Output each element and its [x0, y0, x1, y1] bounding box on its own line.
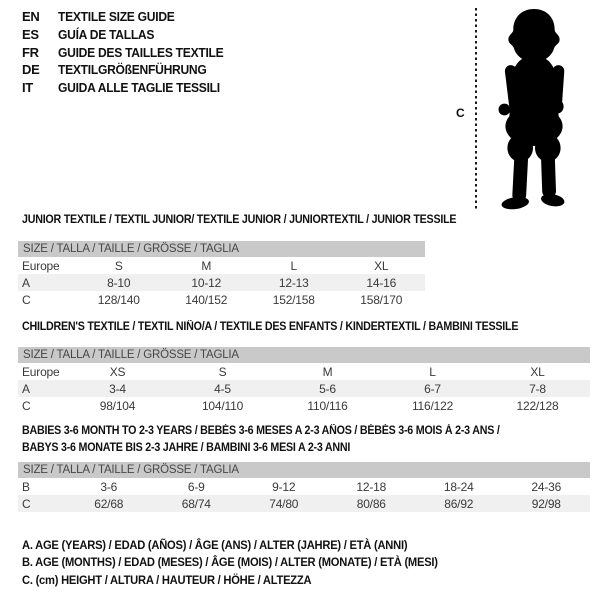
cell: 6-7	[424, 381, 441, 396]
table-row-columns	[18, 257, 425, 274]
column-header: L	[429, 364, 436, 379]
cell: 10-12	[191, 275, 222, 290]
height-measure-label: C	[456, 106, 465, 120]
cell: 14-16	[366, 275, 397, 290]
cell: 92/98	[531, 496, 561, 511]
children-section-title	[22, 319, 556, 336]
cell: 6-9	[187, 479, 205, 494]
height-measure-dashed-line	[475, 8, 477, 209]
babies-section-title	[22, 423, 536, 457]
cell: 62/68	[94, 496, 124, 511]
cell: 140/152	[185, 292, 228, 307]
cell: 152/158	[272, 292, 315, 307]
region-label: Europe	[22, 364, 60, 379]
language-row-en	[22, 8, 236, 26]
cell: 3-6	[100, 479, 118, 494]
babies-size-table	[18, 462, 590, 512]
language-title-list	[22, 8, 236, 96]
cell: 7-8	[529, 381, 546, 396]
junior-size-table	[18, 241, 425, 308]
column-header: S	[114, 258, 123, 273]
cell: 86/92	[444, 496, 474, 511]
table-row-columns	[18, 363, 590, 380]
language-code: ES	[22, 27, 39, 43]
cell: 5-6	[319, 381, 336, 396]
language-title: TEXTILGRÖßENFÜHRUNG	[58, 62, 207, 78]
cell: 68/74	[181, 496, 211, 511]
language-title: GUIDE DES TAILLES TEXTILE	[58, 44, 224, 60]
cell: 104/110	[201, 398, 244, 413]
cell: 24-36	[531, 479, 562, 494]
language-title: GUIDA ALLE TAGLIE TESSILI	[58, 80, 220, 96]
footnote-age-months: B. AGE (MONTHS) / EDAD (MESES) / ÂGE (MOIS) / ALTER (MONATE) / ETÀ (MESI)	[22, 555, 438, 570]
cell: 110/116	[307, 398, 348, 413]
cell: 74/80	[269, 496, 299, 511]
cell: 98/104	[99, 398, 136, 413]
language-title: TEXTILE SIZE GUIDE	[58, 9, 175, 25]
cell: 128/140	[97, 292, 140, 307]
column-header: M	[322, 364, 333, 379]
row-label: A	[22, 275, 30, 290]
cell: 122/128	[516, 398, 559, 413]
legend-footnotes	[22, 537, 469, 589]
column-header: XS	[109, 364, 126, 379]
section-title-line: JUNIOR TEXTILE / TEXTIL JUNIOR/ TEXTILE JUNIOR / JUNIORTEXTIL / JUNIOR TESSILE	[22, 214, 457, 226]
row-label: C	[22, 496, 31, 511]
section-title-line: BABYS 3-6 MONATE BIS 2-3 JAHRE / BAMBINI 3-6 MESI A 2-3 ANNI	[22, 442, 351, 454]
section-title-line: BABIES 3-6 MONTH TO 2-3 YEARS / BEBÉS 3-6 MESES A 2-3 AÑOS / BÉBÉS 3-6 MOIS À 2-3 ANS /	[22, 425, 500, 437]
junior-section-title	[22, 212, 489, 229]
column-header: L	[290, 258, 297, 273]
cell: 116/122	[411, 398, 454, 413]
children-size-table	[18, 347, 590, 414]
table-row-months	[18, 478, 590, 495]
cell: 158/170	[360, 292, 403, 307]
cell: 80/86	[356, 496, 386, 511]
language-row-fr	[22, 43, 236, 61]
table-row-age	[18, 274, 425, 291]
column-header: XL	[530, 364, 545, 379]
cell: 12-13	[278, 275, 309, 290]
footnote-age-years: A. AGE (YEARS) / EDAD (AÑOS) / ÂGE (ANS) / ALTER (JAHRE) / ETÀ (ANNI)	[22, 538, 408, 552]
baby-silhouette-icon	[484, 6, 584, 213]
footnote-height: C. (cm) HEIGHT / ALTURA / HAUTEUR / HÖHE / ALTEZZA	[22, 572, 312, 587]
language-code: EN	[22, 9, 40, 25]
cell: 3-4	[109, 381, 126, 396]
section-title-line: CHILDREN'S TEXTILE / TEXTIL NIÑO/A / TEXTILE DES ENFANTS / KINDERTEXTIL / BAMBINI TESSILE	[22, 321, 519, 333]
column-header: M	[201, 258, 212, 273]
size-header-bar: SIZE / TALLA / TAILLE / GRÖSSE / TAGLIA	[18, 347, 590, 363]
cell: 4-5	[214, 381, 231, 396]
row-label: C	[22, 292, 31, 307]
language-row-es	[22, 26, 236, 44]
size-header-bar: SIZE / TALLA / TAILLE / GRÖSSE / TAGLIA	[18, 241, 425, 257]
column-header: S	[218, 364, 227, 379]
size-header-bar: SIZE / TALLA / TAILLE / GRÖSSE / TAGLIA	[18, 462, 590, 478]
language-title: GUÍA DE TALLAS	[58, 27, 155, 43]
table-row-height	[18, 397, 590, 414]
row-label: B	[22, 479, 30, 494]
table-row-height	[18, 495, 590, 512]
language-code: IT	[22, 80, 33, 96]
language-row-it	[22, 79, 236, 97]
row-label: C	[22, 398, 31, 413]
cell: 9-12	[272, 479, 296, 494]
column-header: XL	[374, 258, 389, 273]
cell: 8-10	[107, 275, 131, 290]
row-label: A	[22, 381, 30, 396]
region-label: Europe	[22, 258, 60, 273]
language-row-de	[22, 61, 236, 79]
table-row-age	[18, 380, 590, 397]
language-code: FR	[22, 44, 39, 60]
table-row-height	[18, 291, 425, 308]
cell: 18-24	[443, 479, 474, 494]
cell: 12-18	[356, 479, 387, 494]
language-code: DE	[22, 62, 40, 78]
